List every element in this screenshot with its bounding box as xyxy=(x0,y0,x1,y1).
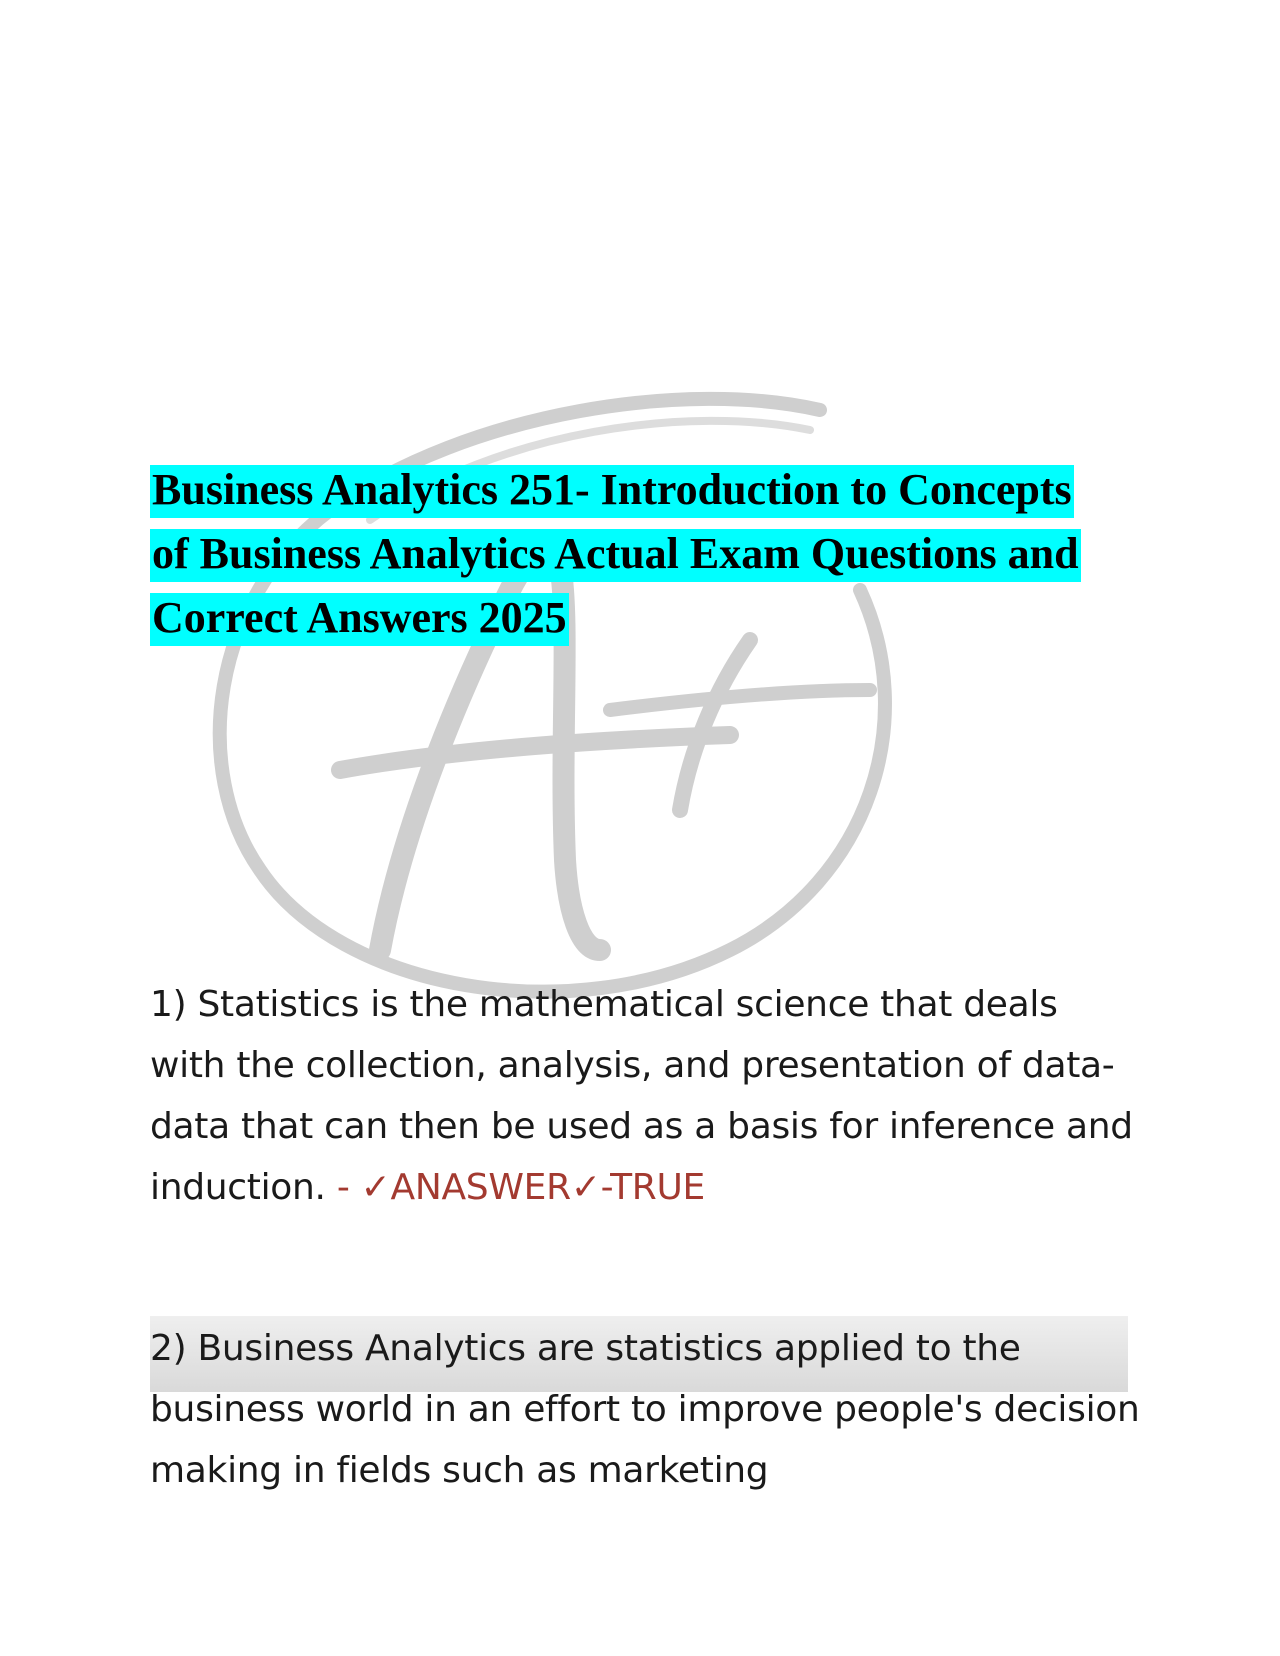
question-1 xyxy=(150,974,1140,1218)
question-1-text: 1) Statistics is the mathematical science that deals with the collection, analysis, and presentation of data-data that can then be used as a basis for inference and induction. xyxy=(150,984,1133,1208)
question-2 xyxy=(150,1318,1140,1501)
question-1-answer: - ✓ANASWER✓-TRUE xyxy=(325,1167,705,1208)
question-2-text: 2) Business Analytics are statistics applied to the business world in an effort to improve people's decision making in fields such as marketing xyxy=(150,1328,1140,1491)
document-title xyxy=(150,458,1110,650)
title-highlight: Business Analytics 251- Introduction to Concepts of Business Analytics Actual Exam Questions and Correct Answers 2025 xyxy=(150,465,1081,646)
